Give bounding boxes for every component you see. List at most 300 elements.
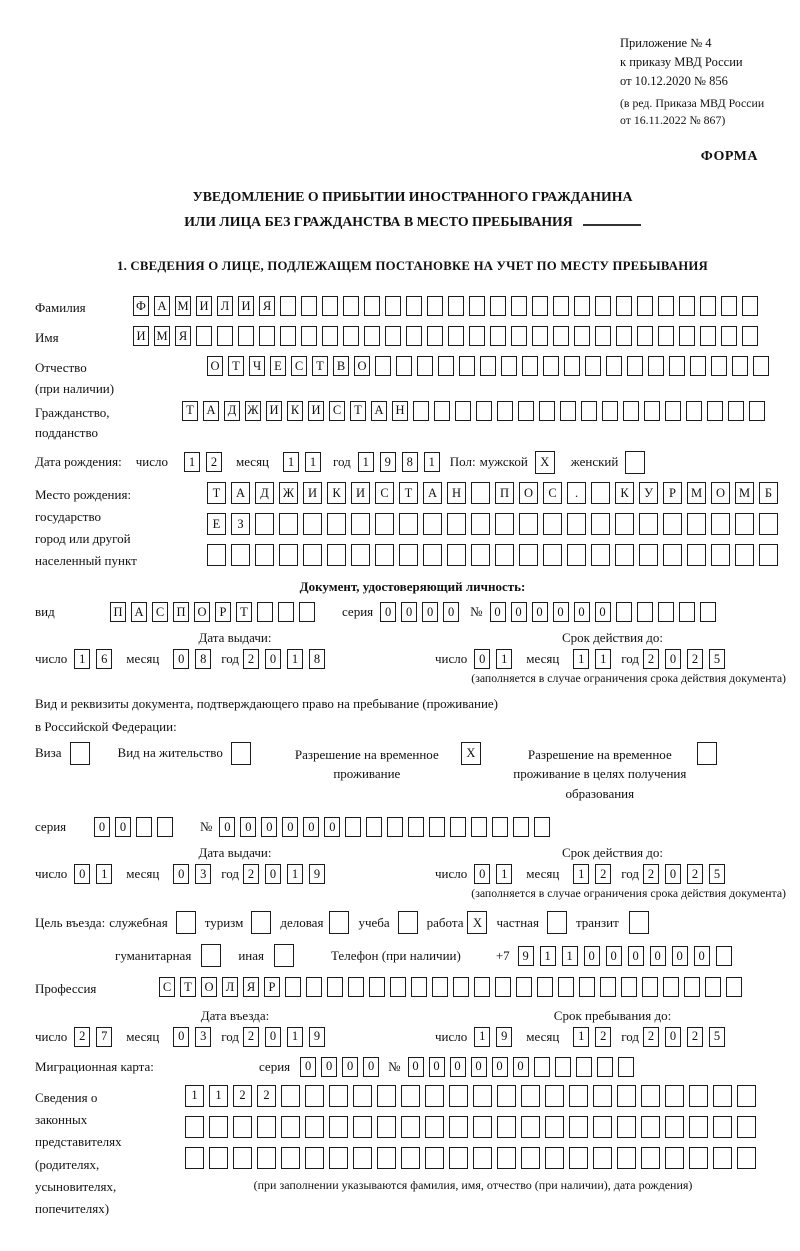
form-cell[interactable]: [532, 296, 548, 316]
form-cell[interactable]: [351, 513, 370, 535]
form-cell[interactable]: [495, 513, 514, 535]
form-cell[interactable]: Т: [236, 602, 252, 622]
form-cell[interactable]: [450, 817, 466, 837]
form-cell[interactable]: [471, 817, 487, 837]
form-cell[interactable]: [574, 326, 590, 346]
form-cell[interactable]: [348, 977, 364, 997]
form-cell[interactable]: [728, 401, 744, 421]
form-cell[interactable]: [615, 544, 634, 566]
form-cell[interactable]: 0: [94, 817, 110, 837]
form-cell[interactable]: [615, 513, 634, 535]
form-cell[interactable]: 0: [240, 817, 256, 837]
form-cell[interactable]: 8: [402, 452, 418, 472]
form-cell[interactable]: [679, 326, 695, 346]
form-cell[interactable]: [303, 544, 322, 566]
form-cell[interactable]: [497, 401, 513, 421]
form-cell[interactable]: [711, 356, 727, 376]
form-cell[interactable]: А: [203, 401, 219, 421]
form-cell[interactable]: [600, 977, 616, 997]
form-cell[interactable]: И: [238, 296, 254, 316]
form-cell[interactable]: [585, 356, 601, 376]
form-cell[interactable]: [511, 296, 527, 316]
form-cell[interactable]: [274, 944, 294, 967]
form-cell[interactable]: [327, 977, 343, 997]
form-cell[interactable]: [448, 326, 464, 346]
form-cell[interactable]: М: [175, 296, 191, 316]
form-cell[interactable]: [401, 1116, 420, 1138]
form-cell[interactable]: 3: [195, 864, 211, 884]
form-cell[interactable]: [480, 356, 496, 376]
form-cell[interactable]: 0: [513, 1057, 529, 1077]
form-cell[interactable]: [742, 296, 758, 316]
form-cell[interactable]: X: [535, 451, 555, 474]
form-cell[interactable]: Е: [270, 356, 286, 376]
form-cell[interactable]: [476, 401, 492, 421]
form-cell[interactable]: М: [735, 482, 754, 504]
form-cell[interactable]: 7: [96, 1027, 112, 1047]
form-cell[interactable]: [255, 513, 274, 535]
form-cell[interactable]: [471, 544, 490, 566]
form-cell[interactable]: И: [308, 401, 324, 421]
form-cell[interactable]: Р: [215, 602, 231, 622]
form-cell[interactable]: [637, 602, 653, 622]
form-cell[interactable]: [579, 977, 595, 997]
form-cell[interactable]: Ж: [279, 482, 298, 504]
form-cell[interactable]: [157, 817, 173, 837]
form-cell[interactable]: 0: [584, 946, 600, 966]
form-cell[interactable]: 2: [643, 1027, 659, 1047]
form-cell[interactable]: [176, 911, 196, 934]
form-cell[interactable]: [259, 326, 275, 346]
form-cell[interactable]: [401, 1147, 420, 1169]
form-cell[interactable]: [753, 356, 769, 376]
form-cell[interactable]: Ж: [245, 401, 261, 421]
form-cell[interactable]: [364, 296, 380, 316]
form-cell[interactable]: [617, 1116, 636, 1138]
form-cell[interactable]: Н: [447, 482, 466, 504]
form-cell[interactable]: [737, 1147, 756, 1169]
form-cell[interactable]: 0: [408, 1057, 424, 1077]
form-cell[interactable]: С: [329, 401, 345, 421]
form-cell[interactable]: 0: [342, 1057, 358, 1077]
form-cell[interactable]: 2: [595, 864, 611, 884]
form-cell[interactable]: [616, 326, 632, 346]
form-cell[interactable]: 1: [209, 1085, 228, 1107]
form-cell[interactable]: [545, 1147, 564, 1169]
form-cell[interactable]: [231, 742, 251, 765]
form-cell[interactable]: [423, 513, 442, 535]
form-cell[interactable]: 0: [300, 1057, 316, 1077]
form-cell[interactable]: К: [287, 401, 303, 421]
form-cell[interactable]: [658, 326, 674, 346]
form-cell[interactable]: [207, 544, 226, 566]
form-cell[interactable]: 0: [665, 1027, 681, 1047]
form-cell[interactable]: [697, 742, 717, 765]
form-cell[interactable]: 0: [380, 602, 396, 622]
form-cell[interactable]: [521, 1085, 540, 1107]
form-cell[interactable]: [305, 1085, 324, 1107]
form-cell[interactable]: [567, 513, 586, 535]
form-cell[interactable]: [641, 1147, 660, 1169]
form-cell[interactable]: [453, 977, 469, 997]
form-cell[interactable]: [511, 326, 527, 346]
form-cell[interactable]: 9: [496, 1027, 512, 1047]
form-cell[interactable]: А: [423, 482, 442, 504]
form-cell[interactable]: [497, 1116, 516, 1138]
form-cell[interactable]: [518, 401, 534, 421]
form-cell[interactable]: [700, 326, 716, 346]
form-cell[interactable]: .: [567, 482, 586, 504]
form-cell[interactable]: [377, 1147, 396, 1169]
form-cell[interactable]: [423, 544, 442, 566]
form-cell[interactable]: И: [303, 482, 322, 504]
form-cell[interactable]: [665, 1085, 684, 1107]
form-cell[interactable]: [429, 817, 445, 837]
form-cell[interactable]: [490, 326, 506, 346]
form-cell[interactable]: [616, 296, 632, 316]
form-cell[interactable]: [679, 296, 695, 316]
form-cell[interactable]: [687, 544, 706, 566]
form-cell[interactable]: [375, 356, 391, 376]
form-cell[interactable]: О: [194, 602, 210, 622]
form-cell[interactable]: [700, 296, 716, 316]
form-cell[interactable]: [305, 1116, 324, 1138]
form-cell[interactable]: [591, 544, 610, 566]
form-cell[interactable]: [280, 296, 296, 316]
form-cell[interactable]: [136, 817, 152, 837]
form-cell[interactable]: [353, 1085, 372, 1107]
form-cell[interactable]: П: [173, 602, 189, 622]
form-cell[interactable]: [602, 401, 618, 421]
form-cell[interactable]: [375, 544, 394, 566]
form-cell[interactable]: [305, 1147, 324, 1169]
form-cell[interactable]: [623, 401, 639, 421]
form-cell[interactable]: [427, 296, 443, 316]
form-cell[interactable]: [627, 356, 643, 376]
form-cell[interactable]: [432, 977, 448, 997]
form-cell[interactable]: 0: [672, 946, 688, 966]
form-cell[interactable]: Л: [217, 296, 233, 316]
form-cell[interactable]: [593, 1116, 612, 1138]
form-cell[interactable]: 0: [429, 1057, 445, 1077]
form-cell[interactable]: 0: [173, 1027, 189, 1047]
form-cell[interactable]: 2: [687, 1027, 703, 1047]
form-cell[interactable]: [474, 977, 490, 997]
form-cell[interactable]: 9: [309, 864, 325, 884]
form-cell[interactable]: [689, 1147, 708, 1169]
form-cell[interactable]: [759, 544, 778, 566]
form-cell[interactable]: [473, 1085, 492, 1107]
form-cell[interactable]: А: [154, 296, 170, 316]
form-cell[interactable]: [569, 1147, 588, 1169]
form-cell[interactable]: 2: [687, 864, 703, 884]
form-cell[interactable]: [534, 817, 550, 837]
form-cell[interactable]: [353, 1147, 372, 1169]
form-cell[interactable]: Д: [255, 482, 274, 504]
form-cell[interactable]: [196, 326, 212, 346]
form-cell[interactable]: 2: [243, 649, 259, 669]
form-cell[interactable]: Р: [264, 977, 280, 997]
form-cell[interactable]: 1: [496, 649, 512, 669]
form-cell[interactable]: Л: [222, 977, 238, 997]
form-cell[interactable]: Т: [312, 356, 328, 376]
form-cell[interactable]: [737, 1085, 756, 1107]
form-cell[interactable]: [547, 911, 567, 934]
form-cell[interactable]: Т: [350, 401, 366, 421]
form-cell[interactable]: [532, 326, 548, 346]
form-cell[interactable]: [705, 977, 721, 997]
form-cell[interactable]: 1: [573, 864, 589, 884]
form-cell[interactable]: [399, 513, 418, 535]
form-cell[interactable]: [581, 401, 597, 421]
form-cell[interactable]: 2: [257, 1085, 276, 1107]
form-cell[interactable]: 2: [595, 1027, 611, 1047]
form-cell[interactable]: [364, 326, 380, 346]
form-cell[interactable]: [495, 977, 511, 997]
form-cell[interactable]: [679, 602, 695, 622]
form-cell[interactable]: Т: [399, 482, 418, 504]
form-cell[interactable]: Б: [759, 482, 778, 504]
form-cell[interactable]: [449, 1085, 468, 1107]
form-cell[interactable]: [396, 356, 412, 376]
form-cell[interactable]: [406, 326, 422, 346]
form-cell[interactable]: А: [231, 482, 250, 504]
form-cell[interactable]: 0: [474, 649, 490, 669]
form-cell[interactable]: [597, 1057, 613, 1077]
form-cell[interactable]: 0: [595, 602, 611, 622]
form-cell[interactable]: [759, 513, 778, 535]
form-cell[interactable]: [306, 977, 322, 997]
form-cell[interactable]: [385, 296, 401, 316]
form-cell[interactable]: [299, 602, 315, 622]
form-cell[interactable]: [201, 944, 221, 967]
form-cell[interactable]: [665, 1147, 684, 1169]
form-cell[interactable]: [553, 326, 569, 346]
form-cell[interactable]: [553, 296, 569, 316]
form-cell[interactable]: 0: [401, 602, 417, 622]
form-cell[interactable]: [639, 544, 658, 566]
form-cell[interactable]: Я: [243, 977, 259, 997]
form-cell[interactable]: [375, 513, 394, 535]
form-cell[interactable]: [591, 513, 610, 535]
form-cell[interactable]: 1: [305, 452, 321, 472]
form-cell[interactable]: [560, 401, 576, 421]
form-cell[interactable]: 2: [687, 649, 703, 669]
form-cell[interactable]: [231, 544, 250, 566]
form-cell[interactable]: [233, 1116, 252, 1138]
form-cell[interactable]: [621, 977, 637, 997]
form-cell[interactable]: 1: [287, 649, 303, 669]
form-cell[interactable]: [658, 602, 674, 622]
form-cell[interactable]: М: [154, 326, 170, 346]
form-cell[interactable]: [285, 977, 301, 997]
form-cell[interactable]: [574, 296, 590, 316]
form-cell[interactable]: [665, 401, 681, 421]
form-cell[interactable]: [648, 356, 664, 376]
form-cell[interactable]: [322, 326, 338, 346]
form-cell[interactable]: [689, 1085, 708, 1107]
form-cell[interactable]: [233, 1147, 252, 1169]
form-cell[interactable]: 2: [243, 1027, 259, 1047]
form-cell[interactable]: Т: [182, 401, 198, 421]
form-cell[interactable]: [545, 1116, 564, 1138]
form-cell[interactable]: 0: [450, 1057, 466, 1077]
form-cell[interactable]: [425, 1085, 444, 1107]
form-cell[interactable]: [209, 1147, 228, 1169]
form-cell[interactable]: Д: [224, 401, 240, 421]
form-cell[interactable]: 0: [115, 817, 131, 837]
form-cell[interactable]: 0: [511, 602, 527, 622]
form-cell[interactable]: [593, 1085, 612, 1107]
form-cell[interactable]: [684, 977, 700, 997]
form-cell[interactable]: [569, 1116, 588, 1138]
form-cell[interactable]: 0: [363, 1057, 379, 1077]
form-cell[interactable]: 0: [261, 817, 277, 837]
form-cell[interactable]: 1: [573, 649, 589, 669]
form-cell[interactable]: [447, 544, 466, 566]
form-cell[interactable]: [641, 1116, 660, 1138]
form-cell[interactable]: П: [110, 602, 126, 622]
form-cell[interactable]: [459, 356, 475, 376]
form-cell[interactable]: [257, 1147, 276, 1169]
form-cell[interactable]: [401, 1085, 420, 1107]
form-cell[interactable]: [686, 401, 702, 421]
form-cell[interactable]: [217, 326, 233, 346]
form-cell[interactable]: 5: [709, 649, 725, 669]
form-cell[interactable]: [301, 326, 317, 346]
form-cell[interactable]: [425, 1116, 444, 1138]
form-cell[interactable]: З: [231, 513, 250, 535]
form-cell[interactable]: С: [375, 482, 394, 504]
form-cell[interactable]: [408, 817, 424, 837]
form-cell[interactable]: 1: [287, 864, 303, 884]
form-cell[interactable]: Ч: [249, 356, 265, 376]
form-cell[interactable]: 0: [282, 817, 298, 837]
form-cell[interactable]: [377, 1085, 396, 1107]
form-cell[interactable]: Я: [259, 296, 275, 316]
form-cell[interactable]: 0: [303, 817, 319, 837]
form-cell[interactable]: [345, 817, 361, 837]
form-cell[interactable]: [519, 513, 538, 535]
form-cell[interactable]: И: [133, 326, 149, 346]
form-cell[interactable]: У: [639, 482, 658, 504]
form-cell[interactable]: [497, 1085, 516, 1107]
form-cell[interactable]: [447, 513, 466, 535]
form-cell[interactable]: [742, 326, 758, 346]
form-cell[interactable]: 3: [195, 1027, 211, 1047]
form-cell[interactable]: 0: [694, 946, 710, 966]
form-cell[interactable]: Т: [228, 356, 244, 376]
form-cell[interactable]: А: [131, 602, 147, 622]
form-cell[interactable]: [606, 356, 622, 376]
form-cell[interactable]: [473, 1116, 492, 1138]
form-cell[interactable]: [637, 326, 653, 346]
form-cell[interactable]: [438, 356, 454, 376]
form-cell[interactable]: 5: [709, 864, 725, 884]
form-cell[interactable]: [434, 401, 450, 421]
form-cell[interactable]: К: [327, 482, 346, 504]
form-cell[interactable]: [716, 946, 732, 966]
form-cell[interactable]: [209, 1116, 228, 1138]
form-cell[interactable]: [521, 1147, 540, 1169]
form-cell[interactable]: О: [519, 482, 538, 504]
form-cell[interactable]: [735, 544, 754, 566]
form-cell[interactable]: [629, 911, 649, 934]
form-cell[interactable]: 1: [424, 452, 440, 472]
form-cell[interactable]: С: [159, 977, 175, 997]
form-cell[interactable]: [329, 1085, 348, 1107]
form-cell[interactable]: 0: [492, 1057, 508, 1077]
form-cell[interactable]: [495, 544, 514, 566]
form-cell[interactable]: 0: [173, 864, 189, 884]
form-cell[interactable]: [492, 817, 508, 837]
form-cell[interactable]: [617, 1147, 636, 1169]
form-cell[interactable]: [555, 1057, 571, 1077]
form-cell[interactable]: 1: [185, 1085, 204, 1107]
form-cell[interactable]: 0: [606, 946, 622, 966]
form-cell[interactable]: [185, 1116, 204, 1138]
form-cell[interactable]: [377, 1116, 396, 1138]
form-cell[interactable]: [390, 977, 406, 997]
form-cell[interactable]: [663, 513, 682, 535]
form-cell[interactable]: 1: [474, 1027, 490, 1047]
form-cell[interactable]: [238, 326, 254, 346]
form-cell[interactable]: [398, 911, 418, 934]
form-cell[interactable]: 1: [562, 946, 578, 966]
form-cell[interactable]: 0: [173, 649, 189, 669]
form-cell[interactable]: 1: [184, 452, 200, 472]
form-cell[interactable]: [329, 1147, 348, 1169]
form-cell[interactable]: [473, 1147, 492, 1169]
form-cell[interactable]: [737, 1116, 756, 1138]
form-cell[interactable]: [687, 513, 706, 535]
form-cell[interactable]: X: [467, 911, 487, 934]
form-cell[interactable]: К: [615, 482, 634, 504]
form-cell[interactable]: [593, 1147, 612, 1169]
form-cell[interactable]: [411, 977, 427, 997]
form-cell[interactable]: [707, 401, 723, 421]
form-cell[interactable]: [281, 1116, 300, 1138]
form-cell[interactable]: [449, 1116, 468, 1138]
form-cell[interactable]: 8: [309, 649, 325, 669]
form-cell[interactable]: [425, 1147, 444, 1169]
form-cell[interactable]: 0: [553, 602, 569, 622]
form-cell[interactable]: [455, 401, 471, 421]
form-cell[interactable]: [644, 401, 660, 421]
form-cell[interactable]: [343, 296, 359, 316]
form-cell[interactable]: 1: [540, 946, 556, 966]
form-cell[interactable]: [539, 401, 555, 421]
form-cell[interactable]: А: [371, 401, 387, 421]
form-cell[interactable]: Т: [207, 482, 226, 504]
form-cell[interactable]: Н: [392, 401, 408, 421]
form-cell[interactable]: 2: [74, 1027, 90, 1047]
form-cell[interactable]: 1: [595, 649, 611, 669]
form-cell[interactable]: О: [711, 482, 730, 504]
form-cell[interactable]: [301, 296, 317, 316]
form-cell[interactable]: 2: [206, 452, 222, 472]
form-cell[interactable]: 0: [665, 649, 681, 669]
form-cell[interactable]: [399, 544, 418, 566]
form-cell[interactable]: [641, 1085, 660, 1107]
form-cell[interactable]: Я: [175, 326, 191, 346]
form-cell[interactable]: [369, 977, 385, 997]
form-cell[interactable]: 0: [265, 649, 281, 669]
form-cell[interactable]: [351, 544, 370, 566]
form-cell[interactable]: 1: [74, 649, 90, 669]
form-cell[interactable]: [322, 296, 338, 316]
form-cell[interactable]: [257, 602, 273, 622]
